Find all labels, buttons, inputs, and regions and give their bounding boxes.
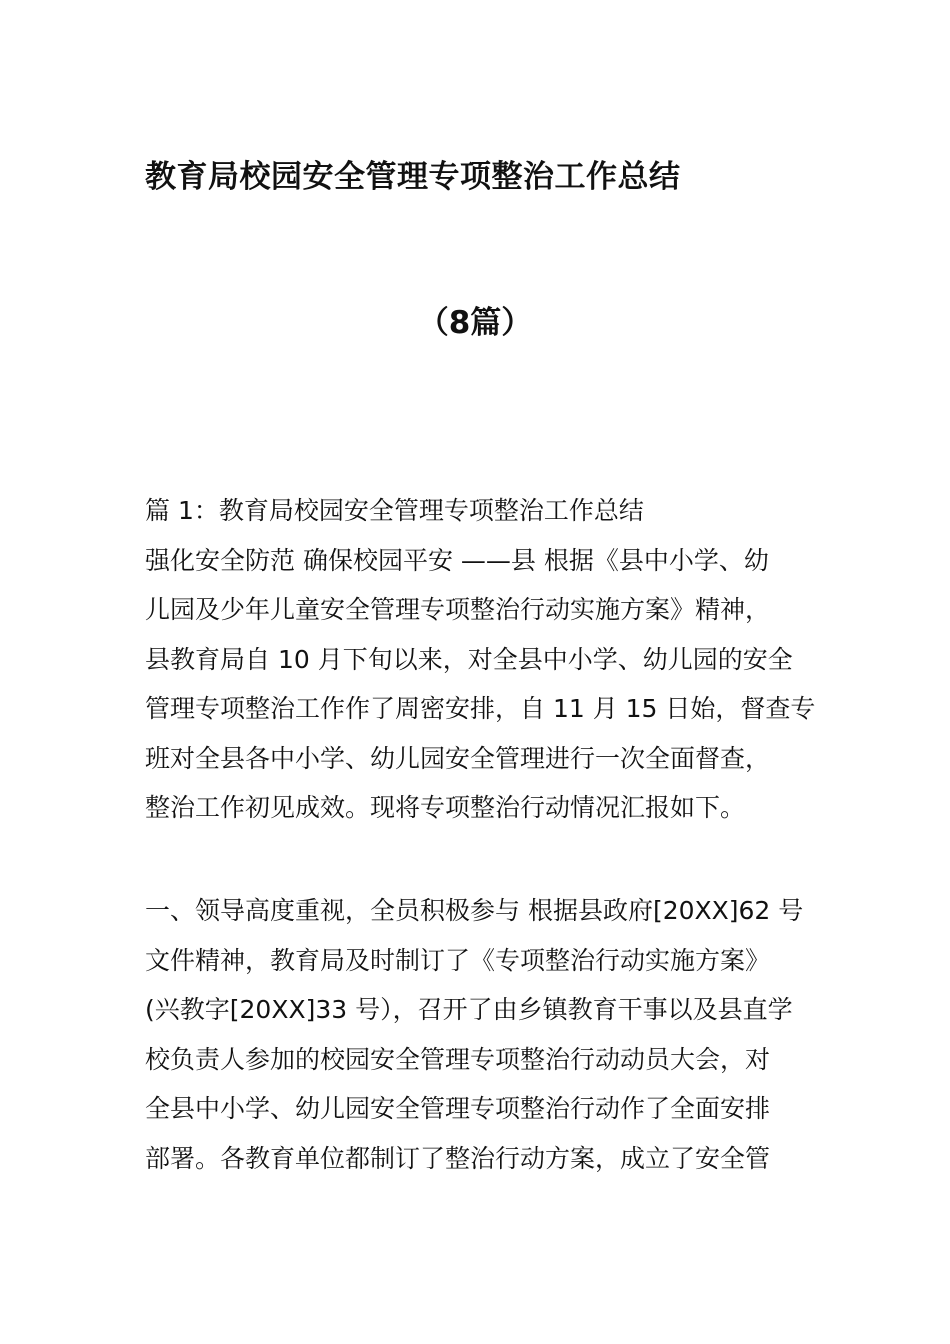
section-intro: [145, 486, 815, 833]
text-line: 儿园及少年儿童安全管理专项整治行动实施方案》精神，: [145, 595, 771, 624]
document-title: 教育局校园安全管理专项整治工作总结: [145, 159, 681, 195]
text-line: 班对全县各中小学、幼儿园安全管理进行一次全面督查，: [145, 743, 771, 773]
text-line: 一、领导高度重视，全员积极参与 根据县政府[20XX]62 号: [145, 896, 804, 925]
text-line: 校负责人参加的校园安全管理专项整治行动动员大会，对: [145, 1044, 771, 1074]
text-line: 文件精神，教育局及时制订了《专项整治行动实施方案》: [145, 945, 771, 975]
text-line: 县教育局自 10 月下旬以来，对全县中小学、幼儿园的安全: [145, 644, 793, 674]
text-line: 篇 1：教育局校园安全管理专项整治工作总结: [145, 496, 644, 525]
text-line: 管理专项整治工作作了周密安排，自 11 月 15 日始，督查专: [145, 694, 816, 723]
text-line: 全县中小学、幼儿园安全管理专项整治行动作了全面安排: [145, 1094, 771, 1123]
text-line: (兴教字[20XX]33 号），召开了由乡镇教育干事以及县直学: [145, 995, 793, 1024]
text-line: 部署。各教育单位都制订了整治行动方案，成立了安全管: [145, 1143, 771, 1173]
document-subtitle: （8篇）: [417, 305, 533, 341]
section-one: [145, 886, 815, 1183]
text-line: 整治工作初见成效。现将专项整治行动情况汇报如下。: [145, 793, 746, 822]
text-line: 强化安全防范 确保校园平安 ——县 根据《县中小学、幼: [145, 545, 769, 575]
